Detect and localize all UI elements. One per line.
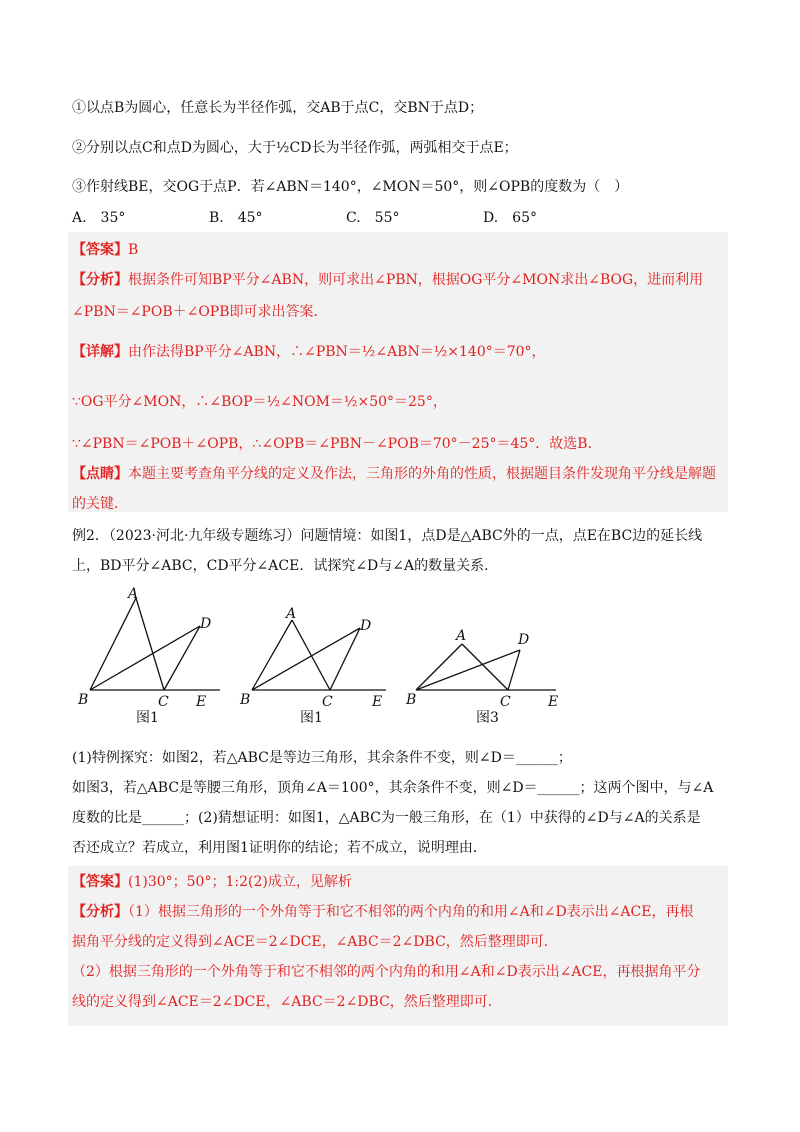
option-b: B. 45° bbox=[209, 210, 263, 226]
detail-text-1: 由作法得BP平分∠ABN，∴∠PBN＝½∠ABN＝½×140°＝70°， bbox=[128, 344, 546, 360]
detail-line-1 bbox=[72, 342, 728, 362]
analysis-line-1 bbox=[72, 270, 728, 290]
fig3-label-d: D bbox=[518, 632, 530, 648]
answer-2-line bbox=[72, 872, 728, 892]
analysis-text-1: 根据条件可知BP平分∠ABN，则可求出∠PBN，根据OG平分∠MON求出∠BOG，进而利用 bbox=[128, 272, 704, 288]
detail-line-3: ∵∠PBN＝∠POB＋∠OPB，∴∠OPB＝∠PBN－∠POB＝70°－25°＝45°．故选B． bbox=[72, 436, 602, 452]
fig1-label-e: E bbox=[196, 694, 207, 710]
option-a: A. 35° bbox=[72, 210, 126, 226]
analysis-2-line-3: （2）根据三角形的一个外角等于和它不相邻的两个内角的和用∠A和∠D表示出∠ACE，再根据角平分 bbox=[72, 964, 701, 980]
figure-1 bbox=[90, 598, 220, 690]
options-row bbox=[72, 208, 728, 228]
fig1-label-a: A bbox=[128, 586, 139, 602]
comment-text-1: 本题主要考查角平分线的定义及作法，三角形的外角的性质，根据题目条件发现角平分线是解题 bbox=[128, 466, 716, 482]
fig1-caption: 图1 bbox=[136, 710, 159, 726]
fig1-label-c: C bbox=[158, 694, 169, 710]
step-3: ③作射线BE，交OG于点P．若∠ABN＝140°，∠MON＝50°，则∠OPB的度数为（ ） bbox=[72, 179, 629, 195]
fig2-label-b: B bbox=[240, 692, 251, 708]
fig3-label-c: C bbox=[500, 694, 511, 710]
fig2-label-c: C bbox=[322, 694, 333, 710]
fig3-label-b: B bbox=[406, 692, 417, 708]
comment-line-2: 的关键． bbox=[72, 496, 128, 512]
analysis-2-tag: 【分析】 bbox=[72, 904, 128, 920]
example-2-line-2: 上，BD平分∠ABC，CD平分∠ACE．试探究∠D与∠A的数量关系． bbox=[72, 558, 499, 574]
geometry-figures bbox=[72, 586, 572, 736]
answer-line bbox=[72, 240, 728, 260]
question-line-3: 度数的比是______；(2)猜想证明：如图1，△ABC为一般三角形，在（1）中获得的∠D与∠A的关系是 bbox=[72, 810, 701, 826]
step-1: ①以点B为圆心，任意长为半径作弧，交AB于点C，交BN于点D； bbox=[72, 100, 484, 116]
fig3-label-e: E bbox=[548, 694, 559, 710]
fig2-label-d: D bbox=[360, 618, 372, 634]
figures-svg bbox=[72, 586, 572, 736]
fig2-label-a: A bbox=[286, 606, 297, 622]
fig2-caption: 图1 bbox=[300, 710, 323, 726]
answer-2-value: (1)30°；50°；1:2(2)成立，见解析 bbox=[128, 874, 352, 890]
analysis-2-line-4: 线的定义得到∠ACE＝2∠DCE，∠ABC＝2∠DBC，然后整理即可． bbox=[72, 994, 502, 1010]
option-c: C. 55° bbox=[346, 210, 400, 226]
figure-3 bbox=[416, 644, 556, 690]
fig1-label-d: D bbox=[200, 616, 212, 632]
analysis-line-2: ∠PBN＝∠POB＋∠OPB即可求出答案． bbox=[72, 304, 328, 320]
detail-line-2: ∵OG平分∠MON，∴∠BOP＝½∠NOM＝½×50°＝25°， bbox=[72, 394, 447, 410]
detail-tag: 【详解】 bbox=[72, 344, 128, 360]
fig1-label-b: B bbox=[78, 692, 89, 708]
analysis-2-line-2: 据角平分线的定义得到∠ACE＝2∠DCE，∠ABC＝2∠DBC，然后整理即可． bbox=[72, 934, 558, 950]
comment-tag: 【点睛】 bbox=[72, 466, 128, 482]
step-2: ②分别以点C和点D为圆心，大于½CD长为半径作弧，两弧相交于点E； bbox=[72, 140, 518, 156]
question-line-4: 否还成立？若成立，利用图1证明你的结论；若不成立，说明理由． bbox=[72, 840, 487, 856]
fig3-label-a: A bbox=[456, 628, 467, 644]
analysis-tag: 【分析】 bbox=[72, 272, 128, 288]
question-line-1: (1)特例探究：如图2，若△ABC是等边三角形，其余条件不变，则∠D＝______； bbox=[72, 750, 572, 766]
answer-2-tag: 【答案】 bbox=[72, 874, 128, 890]
example-2-line-1: 例2．（2023·河北·九年级专题练习）问题情境：如图1，点D是△ABC外的一点，点E在BC边的延长线 bbox=[72, 528, 703, 544]
comment-line-1 bbox=[72, 464, 728, 484]
fig2-label-e: E bbox=[372, 694, 383, 710]
answer-value: B bbox=[128, 242, 139, 258]
option-d: D. 65° bbox=[483, 210, 537, 226]
answer-tag: 【答案】 bbox=[72, 242, 128, 258]
analysis-2-line-1 bbox=[72, 902, 728, 922]
analysis-2-text-1: （1）根据三角形的一个外角等于和它不相邻的两个内角的和用∠A和∠D表示出∠ACE，再根 bbox=[128, 904, 694, 920]
fig3-caption: 图3 bbox=[476, 710, 499, 726]
question-line-2: 如图3，若△ABC是等腰三角形，顶角∠A＝100°，其余条件不变，则∠D＝______；这两个图中，与∠A bbox=[72, 780, 714, 796]
